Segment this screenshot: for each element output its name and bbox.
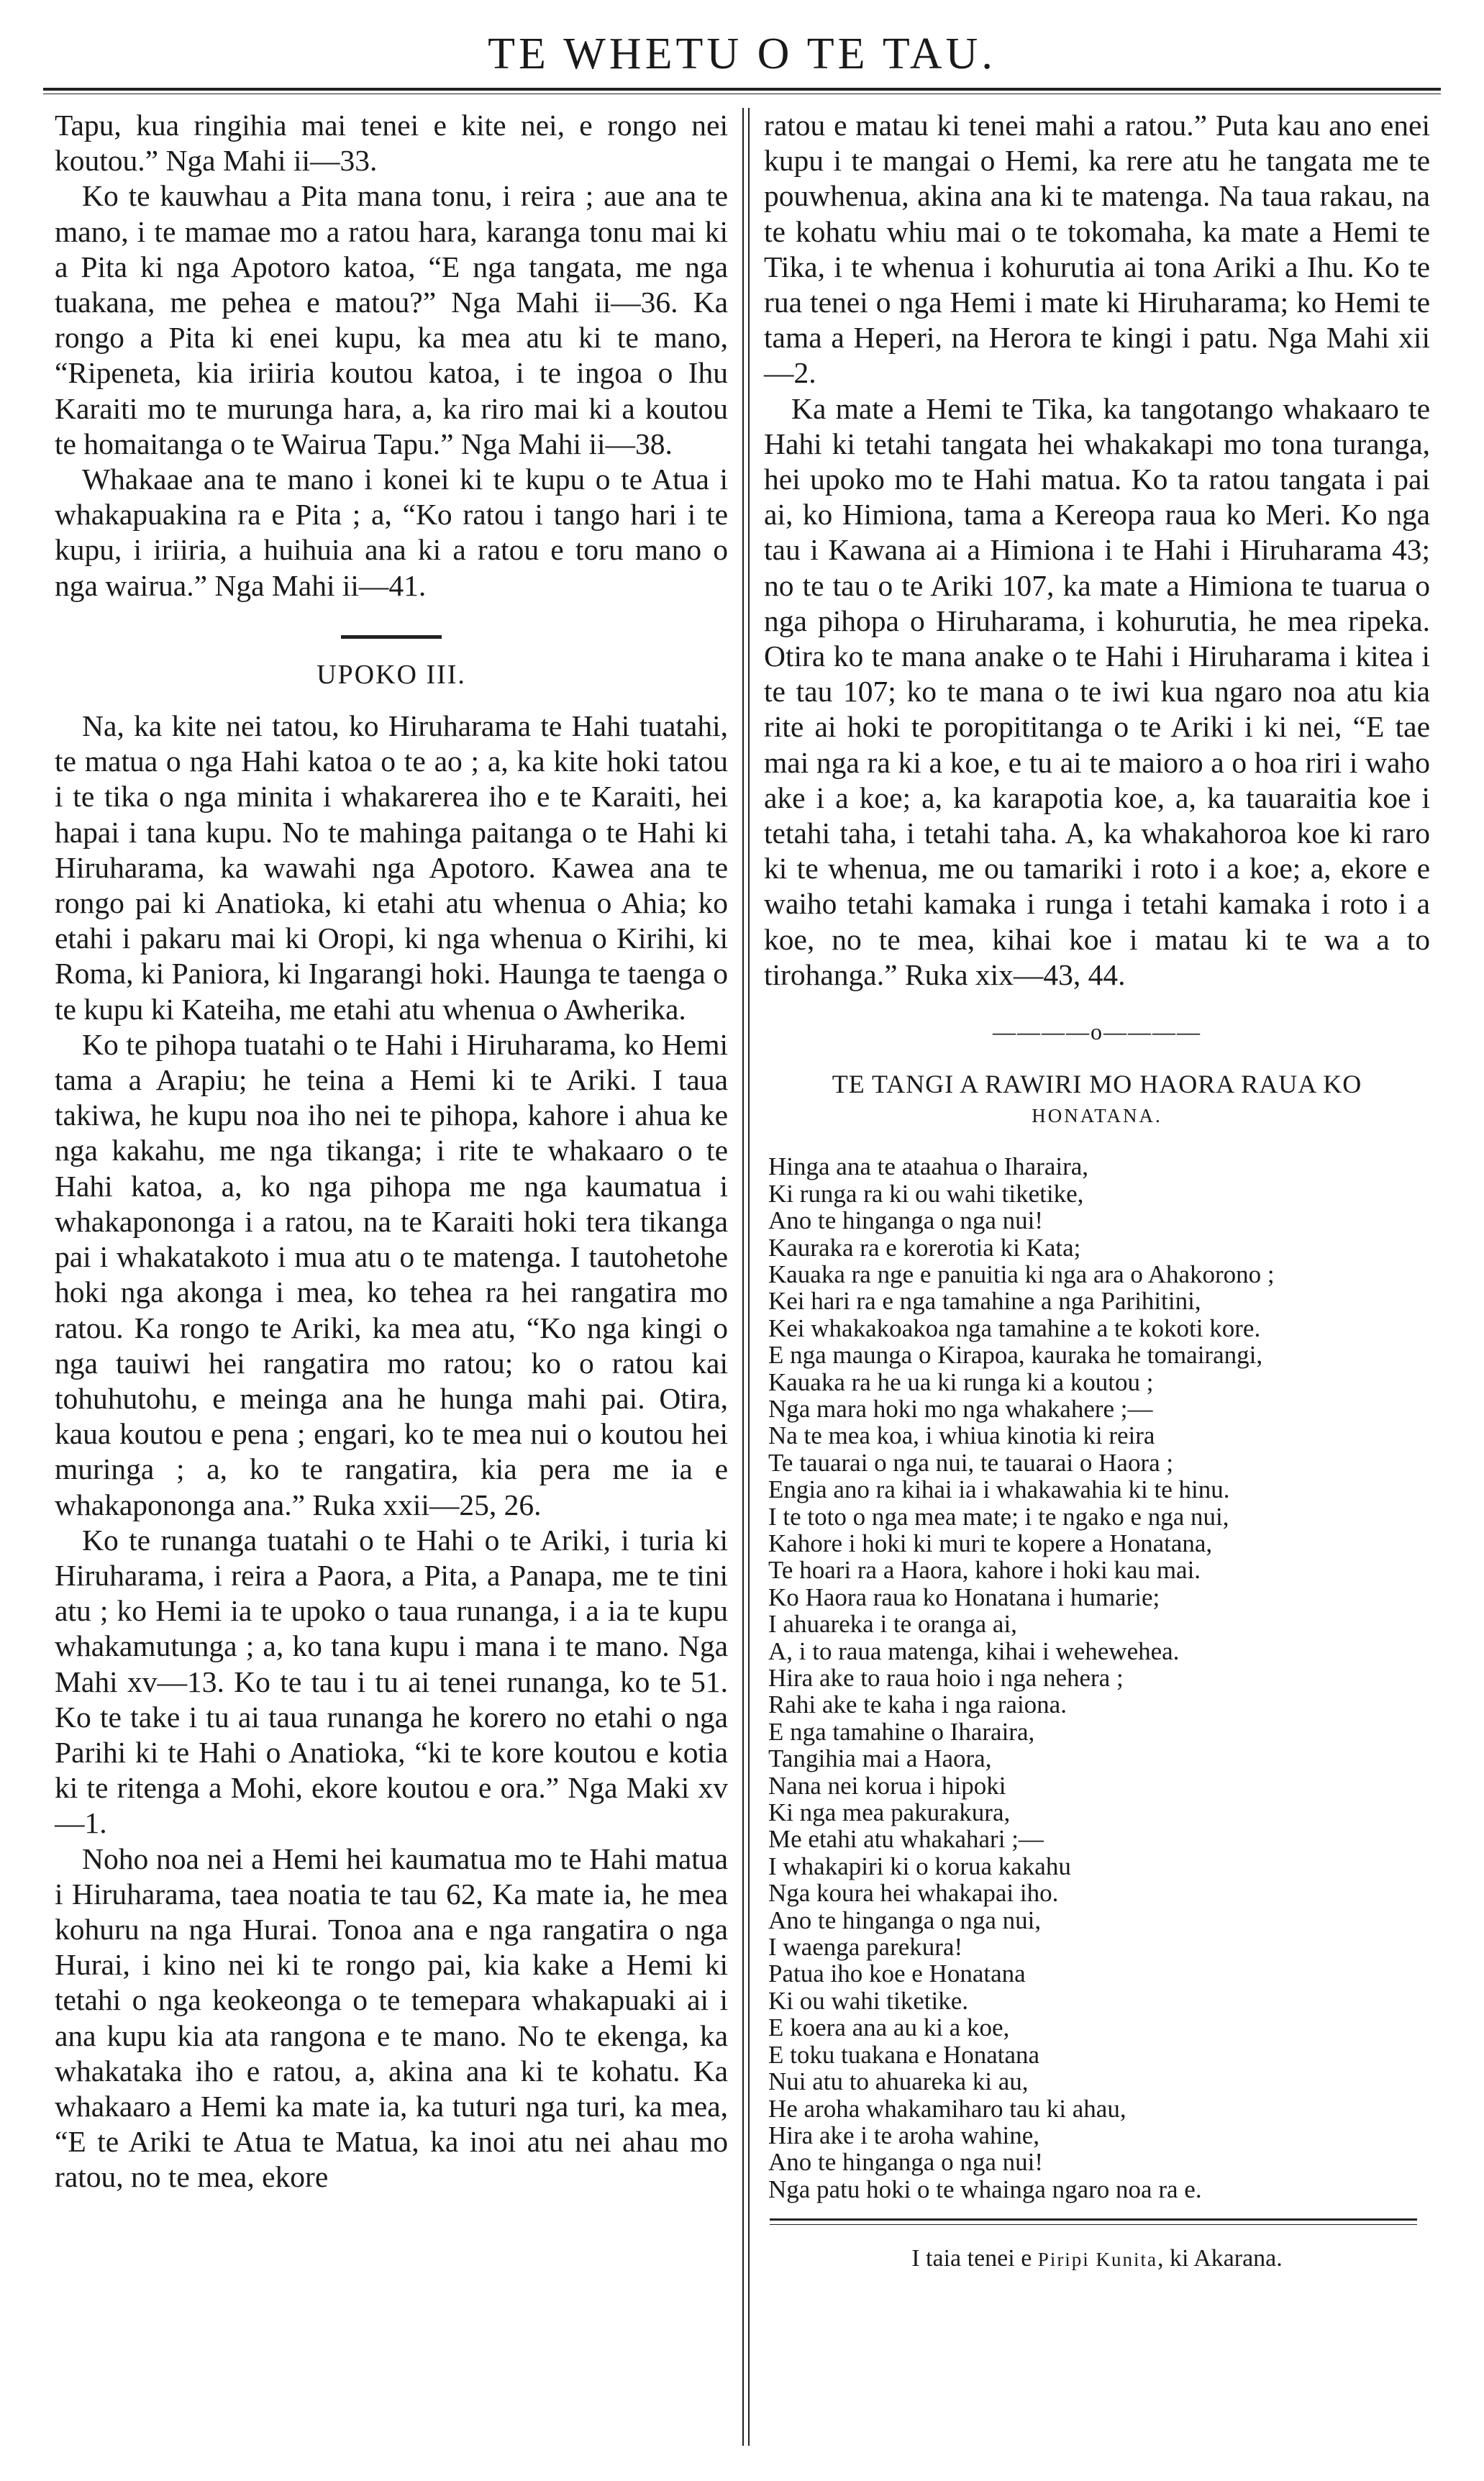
poem-line: Te tauarai o nga nui, te tauarai o Haora ; [768, 1448, 1174, 1477]
poem-line: Kei hari ra e nga tamahine a nga Parihitini, [768, 1287, 1201, 1316]
poem-line: Patua iho koe e Honatana [768, 1959, 1026, 1988]
poem-line: Ki nga mea pakurakura, [768, 1798, 1011, 1827]
poem-line: I te toto o nga mea mate; i te ngako e nga nui, [768, 1502, 1229, 1531]
poem-line: I whakapiri ki o korua kakahu [768, 1852, 1071, 1880]
song-title-line: HONATANA. [1032, 1105, 1162, 1127]
imprint-text: I taia tenei e [911, 2245, 1038, 2272]
poem-line: E nga maunga o Kirapoa, kauraka he tomairangi, [768, 1341, 1263, 1370]
poem-line: Hira ake to raua hoio i nga nehera ; [768, 1664, 1124, 1692]
poem-line: I waenga parekura! [768, 1933, 963, 1962]
poem-line: Ko Haora raua ko Honatana i humarie; [768, 1583, 1160, 1611]
poem-line: E toku tuakana e Honatana [768, 2040, 1040, 2069]
left-column [55, 108, 728, 2195]
column-divider-right [748, 108, 750, 2446]
poem-line: Kei whakakoakoa nga tamahine a te kokoti kore. [768, 1314, 1261, 1342]
section-heading: UPOKO III. [317, 659, 466, 690]
song-title-line: TE TANGI A RAWIRI MO HAORA RAUA KO [832, 1070, 1362, 1099]
poem-line: Engia ano ra kihai ia i whakawahia ki te hinu. [768, 1475, 1230, 1504]
paragraph: Na, ka kite nei tatou, ko Hiruharama te Hahi tuatahi, te matua o nga Hahi katoa o te ao ; a, ka kite hoki tatou i te tika o nga minita i whakarerea iho e te Karaiti, hei hapai i tana kupu. No te mahinga paitanga o te Hahi ki Hiruharama, ka wawahi nga Apotoro. Kawea ana te rongo pai ki Anatioka, ki etahi atu whenua o Ahia; ko etahi i pakaru mai ki Oropi, ki nga whenua o Kirihi, ki Roma, ki Paniora, ki Ingarangi hoki. Haunga te taenga o te kupu ki Kateiha, me etahi atu whenua o Awherika. [55, 709, 728, 1026]
poem-line: E koera ana au ki a koe, [768, 2013, 1010, 2042]
poem-line: Hira ake i te aroha wahine, [768, 2121, 1040, 2149]
poem-line: Nga koura hei whakapai iho. [768, 1879, 1059, 1908]
poem-line: Kauaka ra nge e panuitia ki nga ara o Ahakorono ; [768, 1260, 1275, 1288]
footer-rule-thick [770, 2218, 1417, 2221]
footer-rule-thin [770, 2224, 1417, 2225]
imprint-place: , ki Akarana. [1157, 2245, 1283, 2272]
masthead-rule-thick [43, 88, 1441, 91]
poem-line: A, i to raua matenga, kihai i wehewehea. [768, 1636, 1180, 1665]
paragraph: Ka mate a Hemi te Tika, ka tangotango whakaaro te Hahi ki tetahi tangata hei whakakapi mo tona turanga, hei upoko mo te Hahi matua. Ko ta ratou tangata i pai ai, ko Himiona, tama a Kereopa raua ko Meri. Ko nga tau i Kawana ai a Himiona i te Hahi i Hiruharama 43; no te tau o te Ariki 107, ka mate a Himiona te tuarua o nga pihopa o Hiruharama, i kohurutia, he mea ripeka. Otira ko te mana anake o te Hahi i Hiruharama i kitea i te tau 107; ko te mana o te iwi kua ngaro noa atu kia rite ai hoki te poropititanga o te Ariki i ki nei, “E tae mai nga ra ki a koe, e tu ai te maioro a o hoa riri i waho ake i a koe; a, ka karapotia koe, a, ka tauaraitia koe i tetahi taha, i tetahi taha. A, ka whakahoroa koe ki raro ki te whenua, me ou tamariki i roto i a koe; a, ekore e waiho tetahi kamaka i runga i tetahi kamaka i roto i a koe, no te mea, kihai koe i matau ki te wa a to tirohanga.” Ruka xix—43, 44. [764, 391, 1430, 991]
paragraph: Tapu, kua ringihia mai tenei e kite nei, e rongo nei koutou.” Nga Mahi ii—33. [55, 109, 728, 178]
masthead: TE WHETU O TE TAU. [488, 29, 996, 78]
poem-line: He aroha whakamiharo tau ki ahau, [768, 2094, 1126, 2123]
poem-line: Na te mea koa, i whiua kinotia ki reira [768, 1421, 1155, 1450]
poem-line: Kauaka ra he ua ki runga ki a koutou ; [768, 1367, 1154, 1396]
poem-line: Ano te hinganga o nga nui! [768, 1206, 1043, 1235]
poem-line: Nga mara hoki mo nga whakahere ;— [768, 1394, 1153, 1423]
poem-line: Nui atu to ahuareka ki au, [768, 2067, 1029, 2096]
poem [764, 1153, 1430, 2203]
poem-line: Ki ou wahi tiketike. [768, 1986, 969, 2015]
poem-line: Kahore i hoki ki muri te kopere a Honatana, [768, 1529, 1213, 1557]
poem-line: Nana nei korua i hipoki [768, 1771, 1006, 1800]
poem-line: Te hoari ra a Haora, kahore i hoki kau mai. [768, 1556, 1201, 1585]
paragraph: Ko te kauwhau a Pita mana tonu, i reira ; aue ana te mano, i te mamae mo a ratou hara, karanga tonu mai ki a Pita ki nga Apotoro katoa, “E nga tangata, me nga tuakana, me pehea e matou?” Nga Mahi ii—36. Ka rongo a Pita ki enei kupu, ka mea atu ki te mano, “Ripeneta, kia iriiria koutou katoa, i te ingoa o Ihu Karaiti mo te murunga hara, a, ka riro mai ki a koutou te homaitanga o te Wairua Tapu.” Nga Mahi ii—38. [55, 179, 728, 460]
printer-name: Piripi Kunita [1037, 2249, 1158, 2271]
column-divider-left [742, 108, 744, 2446]
poem-line: Kauraka ra e korerotia ki Kata; [768, 1233, 1081, 1262]
poem-line: Tangihia mai a Haora, [768, 1744, 992, 1773]
poem-line: Nga patu hoki o te whainga ngaro noa ra e. [768, 2175, 1202, 2203]
poem-line: E nga tamahine o Iharaira, [768, 1717, 1035, 1746]
poem-line: Hinga ana te ataahua o Iharaira, [768, 1152, 1089, 1181]
song-title [764, 1068, 1430, 1132]
poem-line: Ano te hinganga o nga nui, [768, 1906, 1042, 1934]
poem-line: I ahuareka i te oranga ai, [768, 1610, 1017, 1639]
paragraph: Noho noa nei a Hemi hei kaumatua mo te Hahi matua i Hiruharama, taea noatia te tau 62, Ka mate ia, he mea kohuru na nga Hurai. Tonoa ana e nga rangatira o nga Hurai, i kino nei ki te rongo pai, kia kake a Hemi ki tetahi o nga keokeonga o te temepara whakapuaki ai i ana kupu kia ata rangona e te mano. No te ekenga, ka whakataka iho e ratou, a, akina ana ki te kohatu. Ka whakaaro a Hemi ka mate ia, ka tuturi nga turi, ka mea, “E te Ariki te Atua te Matua, ka inoi atu nei ahau mo ratou, no te mea, ekore [55, 1842, 728, 2194]
printer-imprint [764, 2241, 1430, 2277]
article-separator: ————o———— [993, 1019, 1201, 1045]
paragraph: Ko te runanga tuatahi o te Hahi o te Ariki, i turia ki Hiruharama, i reira a Paora, a Pita, a Panapa, me te tini atu ; ko Hemi ia te upoko o taua runanga, i a ia te kupu whakamutunga ; a, ko tana kupu i mana i te mano. Nga Mahi xv—13. Ko te tau i tu ai tenei runanga, ko te 51. Ko te take i tu ai taua runanga he korero no etahi o nga Parihi ki te Hahi o Anatioka, “ki te kore koutou e kotia ki te ritenga a Mohi, ekore koutou e ora.” Nga Maki xv—1. [55, 1523, 728, 1840]
poem-line: Rahi ake te kaha i nga raiona. [768, 1690, 1067, 1719]
section-separator [341, 635, 442, 639]
poem-line: Ki runga ra ki ou wahi tiketike, [768, 1179, 1084, 1208]
poem-line: Me etahi atu whakahari ;— [768, 1825, 1044, 1854]
poem-line: Ano te hinganga o nga nui! [768, 2148, 1043, 2177]
paragraph: Whakaae ana te mano i konei ki te kupu o te Atua i whakapuakina ra e Pita ; a, “Ko ratou i tango hari i te kupu, i iriiria, a huihuia ana ki a ratou e toru mano o nga wairua.” Nga Mahi ii—41. [55, 463, 728, 602]
right-column [764, 108, 1430, 2277]
paragraph: Ko te pihopa tuatahi o te Hahi i Hiruharama, ko Hemi tama a Arapiu; he teina a Hemi ki te Ariki. I taua takiwa, he kupu noa iho nei te pihopa, kahore i ahua ke nga kakahu, me nga tikanga; i rite te whakaaro o te Hahi katoa, a, ko nga pihopa me nga kaumatua i whakapononga i a ratou, na te Karaiti hoki tera tikanga pai i whakatakoto i mua atu o te matenga. I tautohetohe hoki nga akonga i mea, ko tehea ra hei rangatira mo ratou. Ka rongo te Ariki, ka mea atu, “Ko nga kingi o nga tauiwi hei rangatira mo ratou; ko o ratou kai tohuhutohu, e meinga ana he hunga mahi pai. Otira, kaua koutou e pena ; engari, ko te mea nui o koutou hei muringa ; a, ko te rangatira, kia pera me ia e whakapononga ana.” Ruka xxii—25, 26. [55, 1027, 728, 1521]
paragraph: ratou e matau ki tenei mahi a ratou.” Puta kau ano enei kupu i te mangai o Hemi, ka rere atu he tangata me te pouwhenua, akina ana ki te matenga. Na taua rakau, na te kohatu whiu mai o te tokomaha, ka mate a Hemi te Tika, i te whenua i kohurutia ai tona Ariki a Ihu. Ko te rua tenei o nga Hemi i mate ki Hiruharama; ko Hemi te tama a Heperi, na Herora te kingi i patu. Nga Mahi xii—2. [764, 109, 1430, 390]
